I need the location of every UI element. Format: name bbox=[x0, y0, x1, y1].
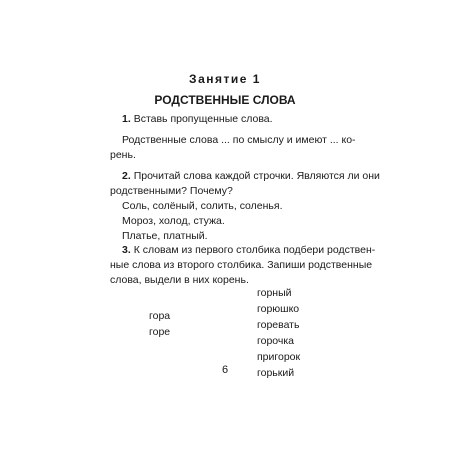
task1-text-line: рень. bbox=[110, 149, 136, 161]
lesson-title: Занятие 1 bbox=[189, 72, 261, 86]
task3-instruction bbox=[110, 243, 376, 288]
column2-word: пригорок bbox=[257, 351, 301, 363]
task3-number: 3. bbox=[122, 244, 131, 256]
task2-word-row: Мороз, холод, стужа. bbox=[122, 215, 225, 227]
task3-instruction-line: ные слова из второго столбика. Запиши родственные bbox=[110, 259, 373, 271]
column2-word: горный bbox=[257, 287, 292, 299]
column2-word: горький bbox=[257, 367, 295, 379]
page-number: 6 bbox=[221, 364, 229, 376]
task2-instruction-line: Прочитай слова каждой строчки. Являются ли они bbox=[133, 170, 380, 182]
task2-word-row: Соль, солёный, солить, соленья. bbox=[122, 200, 283, 212]
task2-word-rows bbox=[110, 199, 360, 244]
task1-instruction bbox=[110, 112, 360, 127]
task1-text-line: Родственные слова ... по смыслу и имеют ... ко- bbox=[122, 134, 356, 146]
task2-number: 2. bbox=[122, 170, 131, 182]
task2-instruction-line: родственными? Почему? bbox=[110, 185, 233, 197]
task3-instruction-line: слова, выдели в них корень. bbox=[110, 274, 249, 286]
task1-text bbox=[110, 133, 360, 163]
column1-word: гора bbox=[149, 310, 171, 322]
task3-instruction-line: К словам из первого столбика подбери родствен- bbox=[133, 244, 376, 256]
column2-word: горочка bbox=[257, 335, 295, 347]
task1-instruction-text: Вставь пропущенные слова. bbox=[133, 113, 273, 125]
task2-instruction bbox=[110, 169, 380, 199]
task1-number: 1. bbox=[122, 113, 131, 125]
column2-word: горевать bbox=[257, 319, 300, 331]
task2-word-row: Платье, платный. bbox=[122, 230, 208, 242]
section-title: РОДСТВЕННЫЕ СЛОВА bbox=[154, 93, 296, 107]
column1-word: горе bbox=[149, 326, 171, 338]
column2-word: горюшко bbox=[257, 303, 300, 315]
